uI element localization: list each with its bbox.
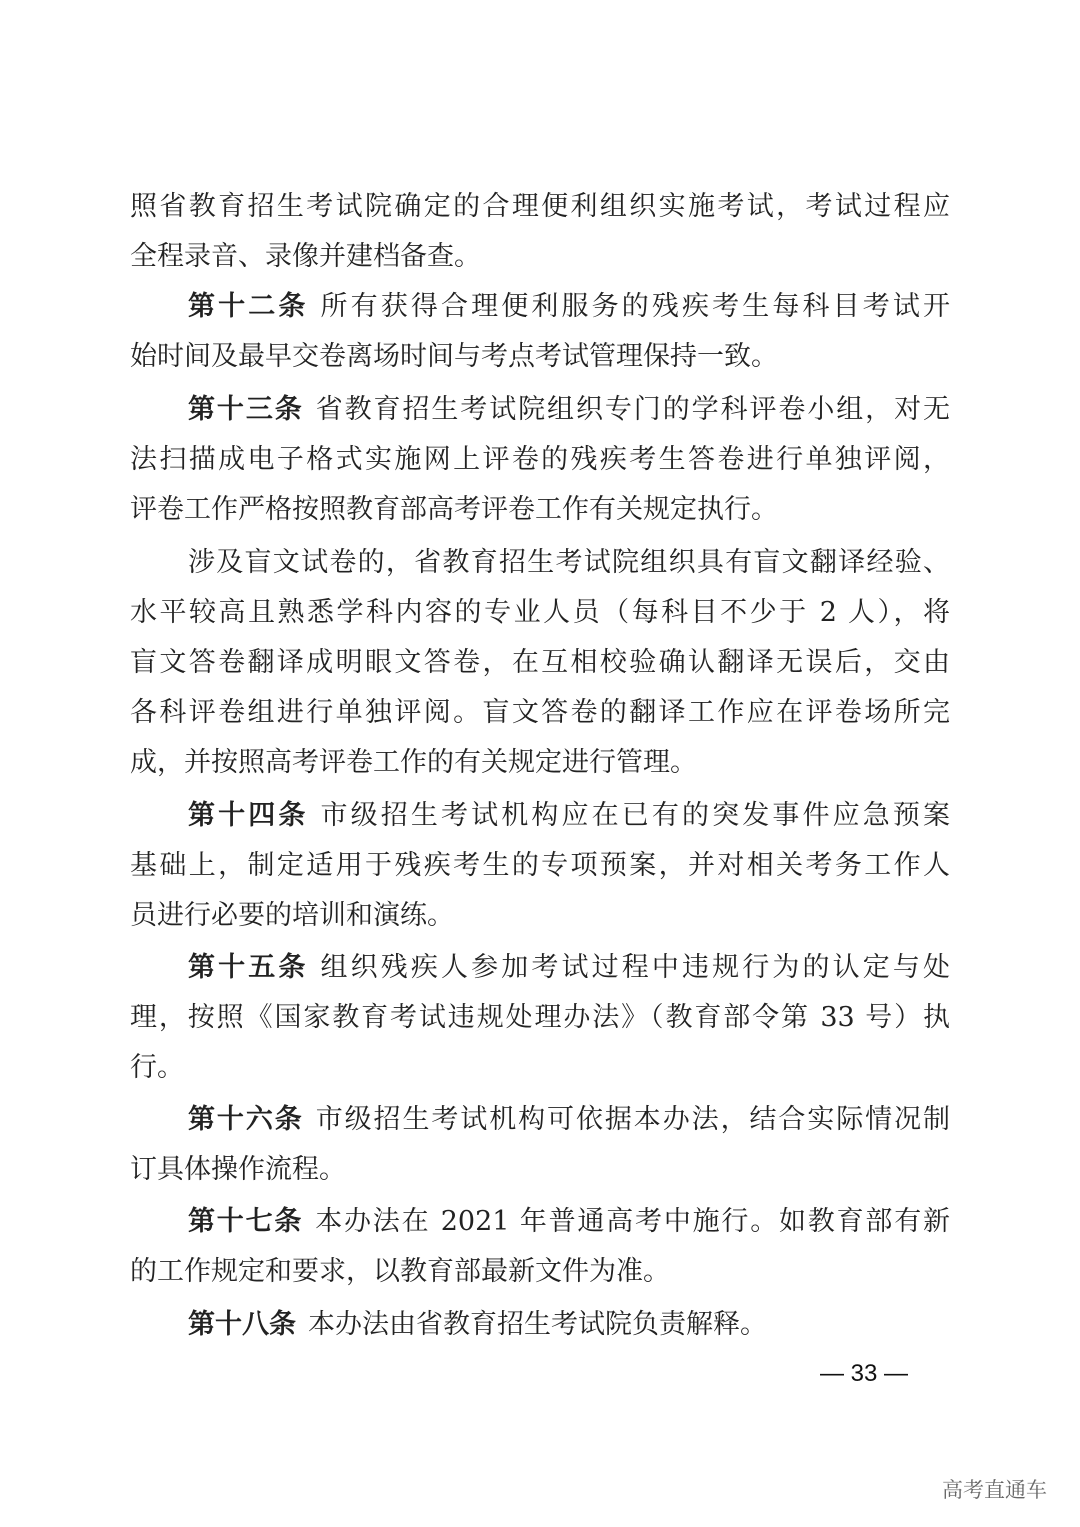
line-text: 水平较高且熟悉学科内容的专业人员（每科目不少于 2 人），将: [130, 597, 950, 628]
text-line: [130, 440, 950, 480]
line-text: 员进行必要的培训和演练。: [130, 900, 454, 931]
text-line: [130, 998, 950, 1038]
line-text: 基础上，制定适用于残疾考生的专项预案，并对相关考务工作人: [130, 850, 950, 881]
text-line: [130, 1048, 950, 1088]
line-text: 组织残疾人参加考试过程中违规行为的认定与处: [320, 952, 950, 983]
line-text: 照省教育招生考试院确定的合理便利组织实施考试，考试过程应: [130, 191, 950, 222]
text-line: [130, 846, 950, 886]
line-text: 的工作规定和要求，以教育部最新文件为准。: [130, 1256, 670, 1287]
text-line: [130, 693, 950, 733]
line-text: 各科评卷组进行单独评阅。盲文答卷的翻译工作应在评卷场所完: [130, 697, 950, 728]
text-line: [188, 390, 950, 430]
line-text: 始时间及最早交卷离场时间与考点考试管理保持一致。: [130, 341, 778, 372]
text-line: [188, 543, 950, 583]
line-text: 法扫描成电子格式实施网上评卷的残疾考生答卷进行单独评阅，: [130, 444, 950, 475]
line-text: 所有获得合理便利服务的残疾考生每科目考试开: [320, 291, 950, 322]
text-line: [188, 287, 950, 327]
line-text: 行。: [130, 1052, 184, 1083]
line-text: 评卷工作严格按照教育部高考评卷工作有关规定执行。: [130, 494, 778, 525]
text-line: [130, 643, 950, 683]
text-line: [130, 187, 950, 227]
line-text: 市级招生考试机构应在已有的突发事件应急预案: [320, 800, 950, 831]
text-line: [130, 1252, 950, 1292]
article-heading: 第十七条: [188, 1206, 304, 1237]
text-line: [130, 743, 950, 783]
text-line: [130, 237, 950, 277]
text-line: [188, 1305, 950, 1345]
line-text: 省教育招生考试院组织专门的学科评卷小组，对无: [315, 394, 950, 425]
text-line: [188, 1202, 950, 1242]
article-heading: 第十三条: [188, 394, 304, 425]
text-line: [188, 796, 950, 836]
line-text: 订具体操作流程。: [130, 1154, 346, 1185]
line-text: 涉及盲文试卷的，省教育招生考试院组织具有盲文翻译经验、: [188, 547, 950, 578]
line-text: 本办法由省教育招生考试院负责解释。: [308, 1309, 767, 1340]
line-text: 全程录音、录像并建档备查。: [130, 241, 481, 272]
article-heading: 第十五条: [188, 952, 309, 983]
line-text: 盲文答卷翻译成明眼文答卷，在互相校验确认翻译无误后，交由: [130, 647, 950, 678]
line-text: 理，按照《国家教育考试违规处理办法》（教育部令第 33 号）执: [130, 1002, 950, 1033]
article-heading: 第十四条: [188, 800, 309, 831]
page-number: — 33 —: [820, 1360, 909, 1387]
text-line: [130, 896, 950, 936]
line-text: 本办法在 2021 年普通高考中施行。如教育部有新: [315, 1206, 950, 1237]
line-text: 市级招生考试机构可依据本办法，结合实际情况制: [315, 1104, 950, 1135]
text-line: [188, 1100, 950, 1140]
text-line: [188, 948, 950, 988]
watermark: 高考直通车: [942, 1478, 1047, 1502]
article-heading: 第十八条: [188, 1309, 296, 1340]
article-heading: 第十二条: [188, 291, 309, 322]
text-line: [130, 490, 950, 530]
text-line: [130, 593, 950, 633]
article-heading: 第十六条: [188, 1104, 304, 1135]
line-text: 成，并按照高考评卷工作的有关规定进行管理。: [130, 747, 697, 778]
text-line: [130, 337, 950, 377]
text-line: [130, 1150, 950, 1190]
